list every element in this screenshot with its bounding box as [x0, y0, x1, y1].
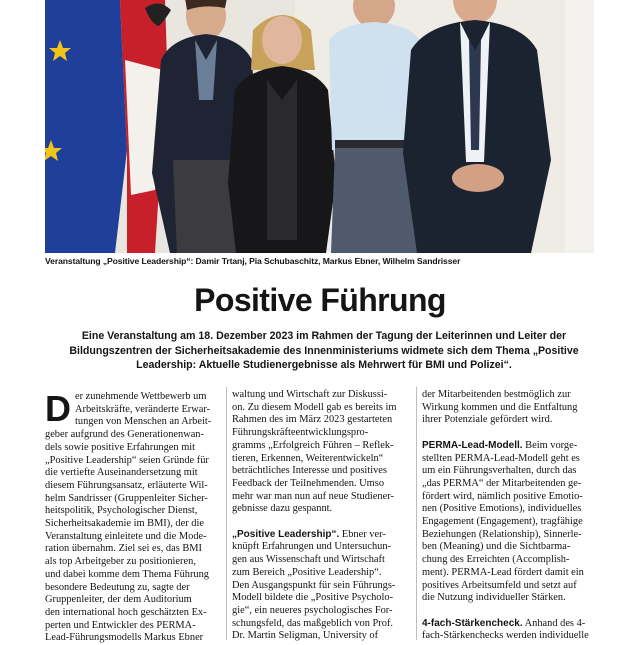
text-line: gie“, ein neueres psychologisches For- — [232, 604, 393, 616]
text-block — [45, 429, 220, 645]
text-line: Wirkung kommen und die Entfaltung — [422, 401, 578, 413]
text-line: ben (Meaning) und die Sichtbarma- — [422, 541, 571, 553]
text-line: gen aus Wissenschaft und Wirtschaft — [232, 554, 385, 566]
text-line: „Positive Leadership“ seien Gründe für — [45, 454, 209, 466]
text-line: Feedback der Teilnehmenden. Umso — [232, 477, 385, 489]
text-line: Modell bildete die „Positive Psycholo- — [232, 592, 394, 604]
text-line: tieren, Erkennen, Weiterentwickeln“ — [232, 452, 384, 464]
article-lead — [55, 329, 593, 373]
subhead-line — [422, 618, 597, 631]
text-line: mehr war man nun auf neue Studiener- — [232, 490, 394, 502]
subhead: „Positive Leadership“. — [232, 528, 340, 540]
text-line: diesem Führungsansatz, erläuterte Wil- — [45, 479, 208, 491]
text-block — [422, 453, 597, 605]
text-line: Veranstaltung einleitete und die Mode- — [45, 530, 207, 542]
photo-caption: Veranstaltung „Positive Leadership“: Damir Trtanj, Pia Schubaschitz, Markus Ebner, Wilhelm Sandrisser — [45, 256, 461, 266]
text-line: Dr. Martin Seligman, University of — [232, 630, 379, 642]
group-photo — [45, 0, 594, 253]
text-line: stellten PERMA-Lead-Modell geht es — [422, 452, 580, 464]
text-fragment: Anhand des 4- — [522, 617, 586, 629]
text-line: Beziehungen (Relationship), Sinnerle- — [422, 528, 582, 540]
text-line: Führungskräfteentwicklungspro- — [232, 427, 369, 439]
text-line: waltung und Wirtschaft zur Diskussi- — [232, 389, 388, 400]
text-line: Gruppenleiter, der dem Auditorium — [45, 594, 192, 606]
text-line: beträchtliches Interesse und positives — [232, 465, 387, 477]
lead-line: Bildungszentren der Sicherheitsakademie des Innenministeriums widmete sich dem Thema „Positive — [69, 344, 579, 357]
subhead-line — [422, 440, 597, 453]
text-line: ihrer Potenziale gefördert wird. — [422, 414, 553, 426]
text-line: der Mitarbeitenden bestmöglich zur — [422, 389, 571, 400]
text-line: die Nutzung individueller Stärken. — [422, 592, 566, 604]
subhead: 4-fach-Stärkencheck. — [422, 617, 523, 629]
text-line: tungen von Menschen an Arbeit- — [75, 416, 212, 428]
text-fragment: Beim vorge- — [522, 439, 578, 451]
column-divider — [416, 387, 417, 640]
text-line: um ein Führungsverhalten, durch das — [422, 465, 577, 477]
group-photo-icon — [45, 0, 594, 253]
text-line: Den Ausgangspunkt für sein Führungs- — [232, 579, 396, 591]
text-line: Rahmen des im März 2023 gestarteten — [232, 414, 393, 426]
text-line: die vertiefte Auseinandersetzung mit — [45, 467, 198, 479]
text-line: schungsfeld, das maßgeblich von Prof. — [232, 617, 394, 629]
text-line: heitspolitik, Psychologischer Dienst, — [45, 505, 198, 517]
text-line: positives Arbeitsumfeld und setzt auf — [422, 579, 577, 591]
article-headline: Positive Führung — [194, 282, 446, 318]
text-line: als top Arbeitgeber zu positionieren, — [45, 556, 196, 568]
text-block — [232, 389, 410, 516]
text-line: „das PERMA“ der Mitarbeitenden ge- — [422, 477, 582, 489]
text-line: nen (Positive Emotions), individuelles — [422, 503, 582, 515]
text-line: knüpft Erfahrungen und Untersuchun- — [232, 541, 391, 553]
text-line: Lead-Führungsmodells Markus Ebner — [45, 632, 204, 644]
text-line: Engagement (Engagement), tragfähige — [422, 516, 583, 528]
text-line: on. Zu diesem Modell gab es bereits im — [232, 401, 397, 413]
text-line: perten und Entwickler des PERMA- — [45, 619, 196, 631]
article-column-3 — [422, 389, 597, 643]
column-divider — [226, 387, 227, 640]
text-line: und dabei komme dem Thema Führung — [45, 568, 210, 580]
text-block — [422, 630, 597, 643]
text-line: er zunehmende Wettbewerb um — [75, 391, 207, 402]
text-line: den international hoch geschätzten Ex- — [45, 606, 207, 618]
text-line: Sicherheitsakademie im BMI), der die — [45, 518, 204, 530]
text-line: helm Sandrisser (Gruppenleiter Sicher- — [45, 492, 208, 504]
text-line: ment). PERMA-Lead fördert damit ein — [422, 566, 584, 578]
text-line: chung des Erreichten (Accomplish- — [422, 554, 570, 566]
text-line: besondere Bedeutung zu, sagte der — [45, 581, 190, 593]
lead-line: Leadership: Aktuelle Studienergebnisse als Mehrwert für BMI und Polizei“. — [136, 359, 512, 372]
text-block — [232, 541, 410, 643]
text-line: ration übernahm. Ziel sei es, das BMI — [45, 543, 202, 555]
text-fragment: Ebner ver- — [339, 528, 386, 540]
article-column-1 — [45, 389, 220, 645]
text-line: dels sowie positive Erfahrungen mit — [45, 441, 196, 453]
lead-line: Eine Veranstaltung am 18. Dezember 2023 im Rahmen der Tagung der Leiterinnen und Leiter der — [81, 330, 567, 342]
text-line: zum Bereich „Positive Leadership“. — [232, 566, 382, 578]
text-line: fördert wird, nämlich positive Emotio- — [422, 490, 583, 502]
text-line: Arbeitskräfte, veränderte Erwar- — [75, 403, 211, 415]
eu-flag — [45, 0, 127, 253]
text-block — [422, 389, 597, 427]
drop-cap: D — [45, 388, 71, 429]
text-line: fach-Stärkenchecks werden individuelle — [422, 630, 589, 642]
text-line: gebnisse dazu gespannt. — [232, 503, 333, 515]
subhead-line — [232, 529, 410, 542]
text-line: geber aufgrund des Generationenwan- — [45, 429, 204, 441]
subhead: PERMA-Lead-Modell. — [422, 439, 523, 451]
article-column-2 — [232, 389, 410, 643]
text-line: gramms „Erfolgreich Führen – Reflek- — [232, 439, 394, 451]
